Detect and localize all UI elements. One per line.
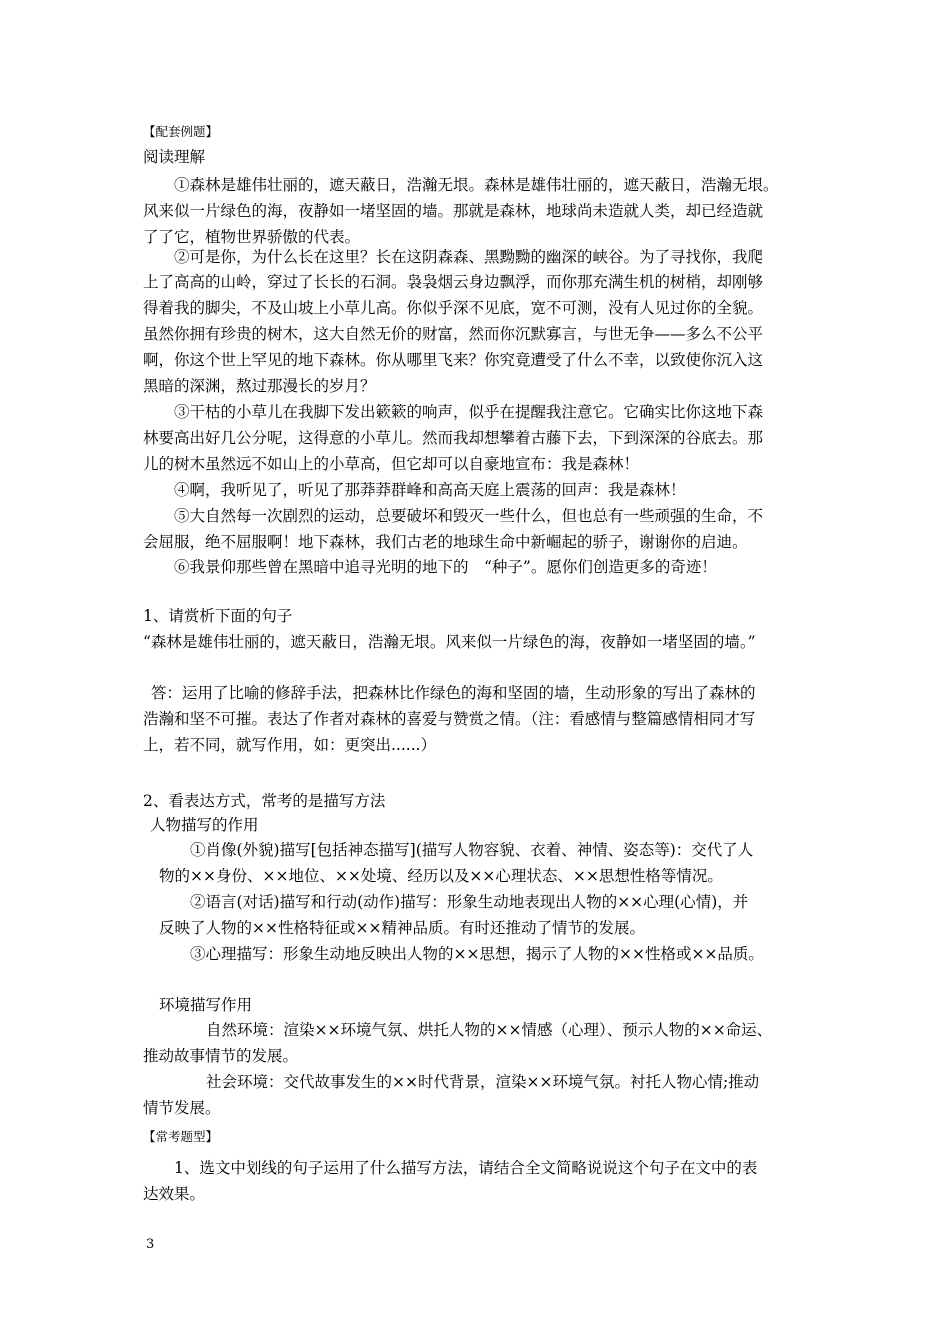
character-description-title: 人物描写的作用 [150,816,259,834]
character-item-line: ②语言(对话)描写和行动(动作)描写：形象生动地表现出人物的××心理(心情)，并 [190,893,749,911]
character-item-line: 物的××身份、××地位、××处境、经历以及××心理状态、××思想性格等情况。 [159,867,723,885]
question-2-title: 2、看表达方式，常考的是描写方法 [143,792,386,810]
passage-line: 啊，你这个世上罕见的地下森林。你从哪里飞来？你究竟遭受了什么不幸，以致使你沉入这 [143,351,764,369]
character-item-line: 反映了人物的××性格特征或××精神品质。有时还推动了情节的发展。 [159,919,645,937]
answer-line: 上，若不同，就写作用，如：更突出......） [143,736,437,754]
environment-item-line: 情节发展。 [143,1099,221,1117]
types-heading: 【常考题型】 [143,1129,219,1144]
environment-item-line: 社会环境：交代故事发生的××时代背景，渲染××环境气氛。衬托人物心情;推动 [206,1073,760,1091]
passage-line: ④啊，我听见了，听见了那莽莽群峰和高高天庭上震荡的回声：我是森林！ [174,481,686,499]
passage-line: 虽然你拥有珍贵的树木，这大自然无价的财富，然而你沉默寡言，与世无争——多么不公平 [143,325,764,343]
passage-line: 得着我的脚尖，不及山坡上小草儿高。你似乎深不见底，宽不可测，没有人见过你的全貌。 [143,299,764,317]
answer-line: 浩瀚和坚不可摧。表达了作者对森林的喜爱与赞赏之情。（注：看感情与整篇感情相同才写 [143,710,756,728]
page-number: 3 [146,1237,155,1252]
passage-line: ①森林是雄伟壮丽的，遮天蔽日，浩瀚无垠。森林是雄伟壮丽的，遮天蔽日，浩瀚无垠。 [174,176,779,194]
passage-line: ⑥我景仰那些曾在黑暗中追寻光明的地下的 “种子”。愿你们创造更多的奇迹！ [174,558,717,576]
answer-line: 答：运用了比喻的修辞手法，把森林比作绿色的海和坚固的墙，生动形象的写出了森林的 [151,684,756,702]
question-1-quote: “森林是雄伟壮丽的，遮天蔽日，浩瀚无垠。风来似一片绿色的海，夜静如一堵坚固的墙。” [143,633,756,651]
environment-item-line: 推动故事情节的发展。 [143,1047,299,1065]
examples-heading: 【配套例题】 [143,124,219,139]
passage-line: 林要高出好几公分呢，这得意的小草儿。然而我却想攀着古藤下去，下到深深的谷底去。那 [143,429,764,447]
passage-line: 黑暗的深渊，熬过那漫长的岁月？ [143,377,376,395]
passage-line: 会屈服，绝不屈服啊！地下森林，我们古老的地球生命中新崛起的骄子，谢谢你的启迪。 [143,533,748,551]
passage-line: 风来似一片绿色的海，夜静如一堵坚固的墙。那就是森林，地球尚未造就人类，却已经造就 [143,202,764,220]
environment-description-title: 环境描写作用 [159,996,253,1014]
passage-line: 了了它，植物世界骄傲的代表。 [143,228,361,246]
passage-line: ⑤大自然每一次剧烈的运动，总要破坏和毁灭一些什么，但也总有一些顽强的生命，不 [174,507,764,525]
type-question-line: 达效果。 [143,1185,206,1203]
type-question-line: 1、选文中划线的句子运用了什么描写方法，请结合全文简略说说这个句子在文中的表 [174,1159,758,1177]
passage-line: 儿的树木虽然远不如山上的小草高，但它却可以自豪地宣布：我是森林！ [143,455,640,473]
question-1-title: 1、请赏析下面的句子 [143,607,293,625]
passage-line: ②可是你，为什么长在这里？长在这阴森森、黑黝黝的幽深的峡谷。为了寻找你，我爬 [174,248,764,266]
character-item-line: ③心理描写：形象生动地反映出人物的××思想，揭示了人物的××性格或××品质。 [190,945,764,963]
passage-line: 上了高高的山岭，穿过了长长的石洞。袅袅烟云身边飘浮，而你那充满生机的树梢，却刚够 [143,273,764,291]
reading-title: 阅读理解 [143,148,206,166]
passage-line: ③干枯的小草儿在我脚下发出簌簌的响声，似乎在提醒我注意它。它确实比你这地下森 [174,403,764,421]
character-item-line: ①肖像(外貌)描写[包括神态描写](描写人物容貌、衣着、神情、姿态等)：交代了人 [190,841,754,859]
environment-item-line: 自然环境：渲染××环境气氛、烘托人物的××情感（心理）、预示人物的××命运、 [206,1021,773,1039]
